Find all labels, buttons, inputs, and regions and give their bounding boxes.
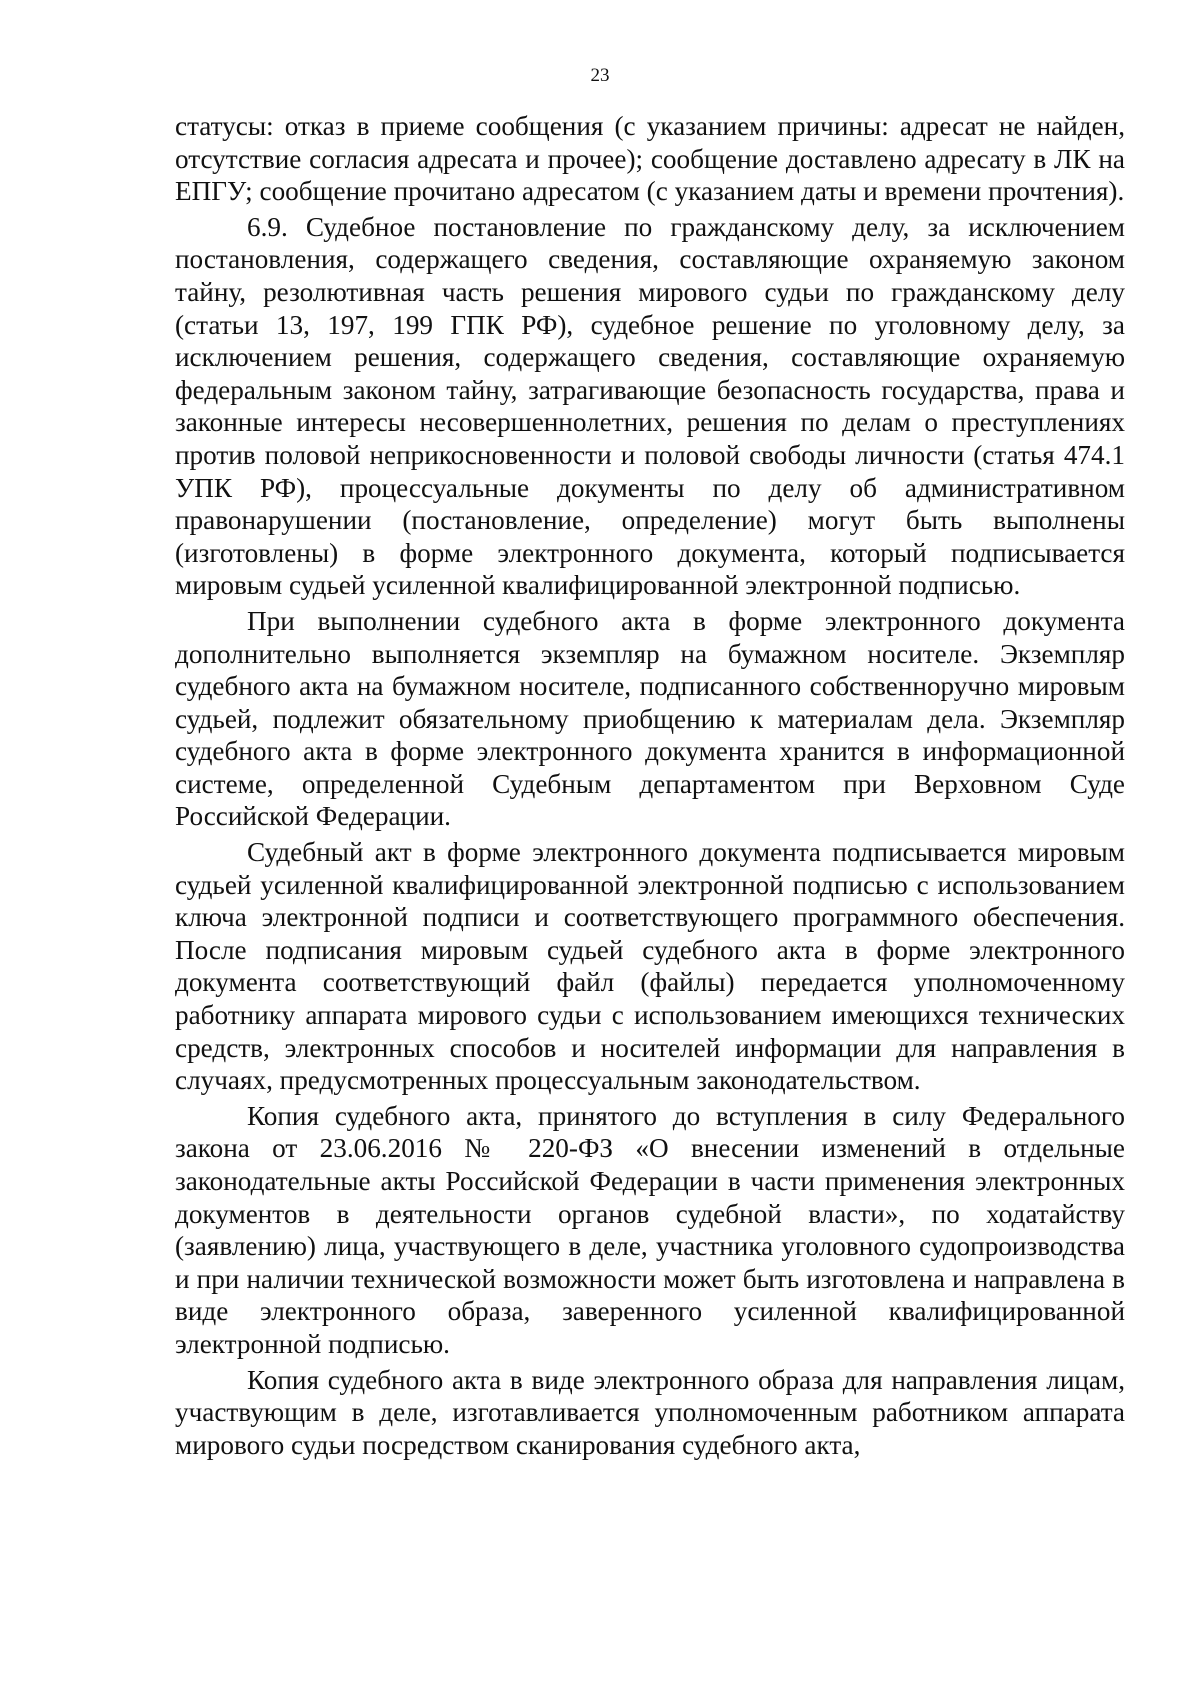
paragraph-6-9: 6.9. Судебное постановление по гражданскому делу, за исключением постановления, содержащего сведения, составляющие охраняемую законом тайну, резолютивная часть решения мирового судьи по гражданскому делу (статьи 13, 197, 199 ГПК РФ), судебное решение по уголовному делу, за исключением решения, содержащего сведения, составляющие охраняемую федеральным законом тайну, затрагивающие безопасность государства, права и законные интересы несовершеннолетних, решения по делам о преступлениях против половой неприкосновенности и половой свободы личности (статья 474.1 УПК РФ), процессуальные документы по делу об административном правонарушении (постановление, определение) могут быть выполнены (изготовлены) в форме электронного документа, который подписывается мировым судьей усиленной квалифицированной электронной подписью. <box>175 211 1125 601</box>
paragraph-electronic-image-copy: Копия судебного акта в виде электронного образа для направления лицам, участвующим в деле, изготавливается уполномоченным работником аппарата мирового судьи посредством сканирования судебного акта, <box>175 1364 1125 1460</box>
paragraph-electronic-signature: Судебный акт в форме электронного документа подписывается мировым судьей усиленной квалифицированной электронной подписью с использованием ключа электронной подписи и соответствующего программного обеспечения. После подписания мировым судьей судебного акта в форме электронного документа соответствующий файл (файлы) передается уполномоченному работнику аппарата мирового судьи с использованием имеющихся технических средств, электронных способов и носителей информации для направления в случаях, предусмотренных процессуальным законодательством. <box>175 837 1125 1096</box>
paragraph-statuses-continuation: статусы: отказ в приеме сообщения (с указанием причины: адресат не найден, отсутствие согласия адресата и прочее); сообщение доставлено адресату в ЛК на ЕПГУ; сообщение прочитано адресатом (с указанием даты и времени прочтения). <box>175 111 1125 207</box>
paragraph-paper-copy: При выполнении судебного акта в форме электронного документа дополнительно выполняется экземпляр на бумажном носителе. Экземпляр судебного акта на бумажном носителе, подписанного собственноручно мировым судьей, подлежит обязательному приобщению к материалам дела. Экземпляр судебного акта в форме электронного документа хранится в информационной системе, определенной Судебным департаментом при Верховном Суде Российской Федерации. <box>175 605 1125 832</box>
document-body <box>175 110 1125 1461</box>
paragraph-copy-before-law: Копия судебного акта, принятого до вступления в силу Федерального закона от 23.06.2016 № 220-ФЗ «О внесении изменений в отдельные законодательные акты Российской Федерации в части применения электронных документов в деятельности органов судебной власти», по ходатайству (заявлению) лица, участвующего в деле, участника уголовного судопроизводства и при наличии технической возможности может быть изготовлена и направлена в виде электронного образа, заверенного усиленной квалифицированной электронной подписью. <box>175 1100 1125 1359</box>
page-number: 23 <box>590 65 610 86</box>
